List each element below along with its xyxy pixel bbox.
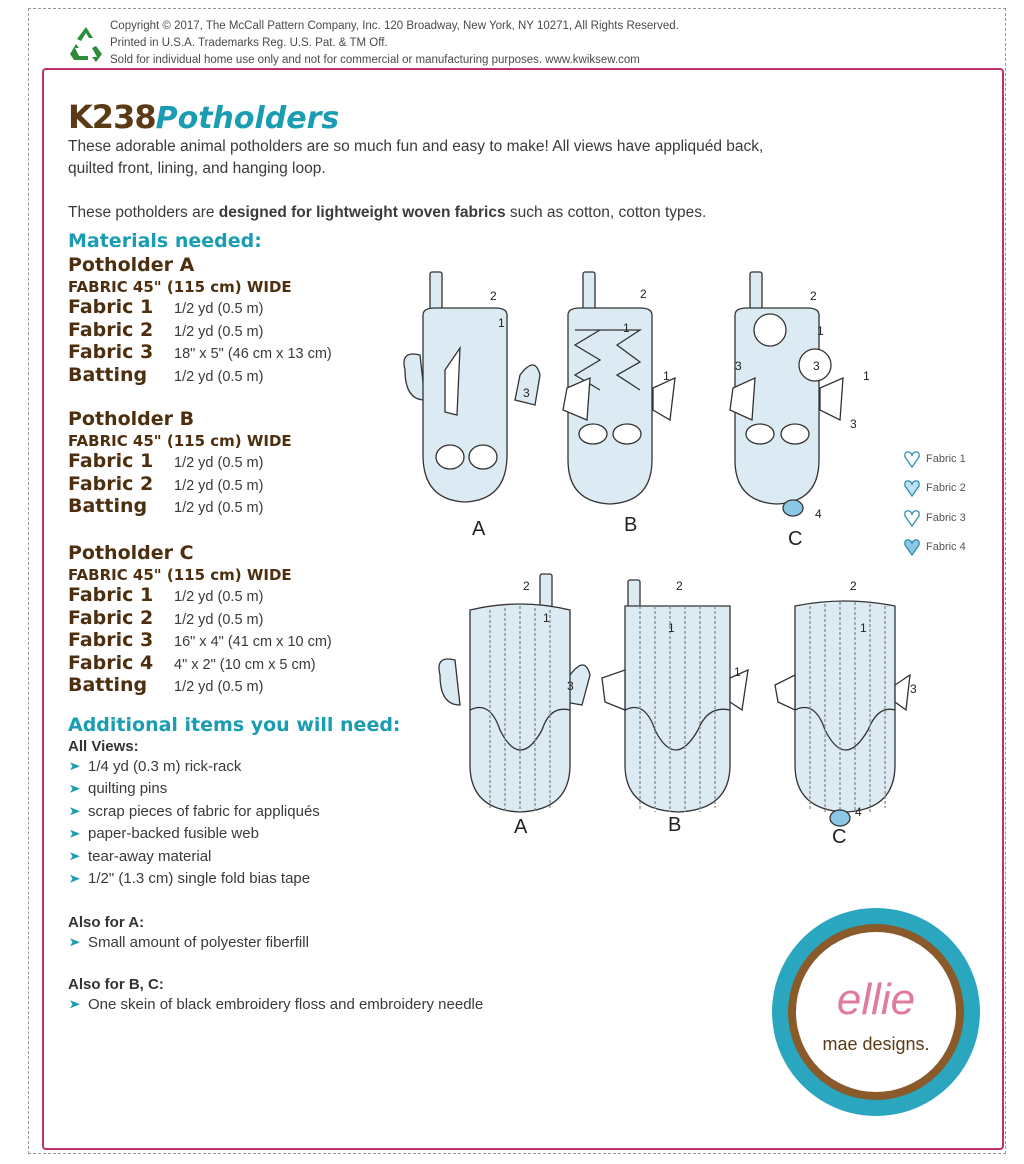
page-title xyxy=(68,98,339,136)
front-views-illustration xyxy=(395,270,875,530)
legend-label: Fabric 1 xyxy=(926,452,966,465)
recycle-icon xyxy=(66,24,106,64)
copyright-block xyxy=(110,18,679,69)
pattern-code: K238 xyxy=(68,98,156,136)
potholder-c-material-row xyxy=(68,674,332,697)
all-views-list xyxy=(68,755,401,890)
view-label-top-c: C xyxy=(788,528,803,550)
arrow-bullet-icon xyxy=(70,937,80,947)
piece-number: 1 xyxy=(663,369,670,383)
list-item xyxy=(68,755,401,778)
materials-heading: Materials needed: xyxy=(68,230,262,252)
potholder-a-title: Potholder A xyxy=(68,254,195,276)
potholder-c-back-view xyxy=(730,272,843,516)
potholder-b-material-row xyxy=(68,450,292,473)
piece-number: 1 xyxy=(543,611,550,625)
potholder-a-material-row xyxy=(68,364,332,387)
material-name: Fabric 2 xyxy=(68,606,154,629)
view-label-top-a: A xyxy=(472,518,486,540)
potholder-c-material-row xyxy=(68,607,332,630)
piece-number: 3 xyxy=(735,359,742,373)
potholder-a-material-row xyxy=(68,319,332,342)
arrow-bullet-icon xyxy=(70,806,80,816)
piece-number: 2 xyxy=(850,579,857,593)
material-name: Fabric 3 xyxy=(68,341,154,363)
material-name: Fabric 1 xyxy=(68,296,154,318)
fabric-rec-suffix: such as cotton, cotton types. xyxy=(505,204,707,221)
list-item xyxy=(68,778,401,801)
potholder-a-front-view xyxy=(439,574,590,812)
material-amount: 1/2 yd (0.5 m) xyxy=(174,611,264,628)
legend-fabric-4 xyxy=(904,533,966,563)
all-views-label: All Views: xyxy=(68,738,139,755)
fabric-rec-prefix: These potholders are xyxy=(68,204,219,221)
logo-brand: ellie xyxy=(836,975,916,1024)
material-name: Batting xyxy=(68,674,148,696)
list-item-text: quilting pins xyxy=(88,780,168,798)
list-item-text: tear-away material xyxy=(88,847,212,865)
material-amount: 1/2 yd (0.5 m) xyxy=(174,500,264,516)
list-item-text: paper-backed fusible web xyxy=(88,825,259,843)
fabric-recommendation xyxy=(68,204,706,222)
also-a-section xyxy=(68,914,309,954)
material-name: Fabric 2 xyxy=(68,472,154,495)
potholder-c-material-row xyxy=(68,584,332,607)
potholder-c-title: Potholder C xyxy=(68,542,194,564)
ellie-mae-designs-logo xyxy=(770,906,982,1118)
additional-section xyxy=(68,714,401,890)
piece-number: 2 xyxy=(490,289,497,303)
arrow-bullet-icon xyxy=(70,851,80,861)
potholder-a-fabric-width: FABRIC 45" (115 cm) WIDE xyxy=(68,278,292,296)
piece-number: 3 xyxy=(850,417,857,431)
piece-number: 1 xyxy=(668,621,675,635)
also-bc-section xyxy=(68,976,483,1016)
potholder-c-front-view xyxy=(775,601,910,826)
legend-label: Fabric 2 xyxy=(926,482,966,495)
list-item-text: 1/4 yd (0.3 m) rick-rack xyxy=(88,757,242,775)
usage-line: Sold for individual home use only and not for commercial or manufacturing purposes. www.kwiksew.com xyxy=(110,54,640,66)
material-amount: 1/2 yd (0.5 m) xyxy=(174,477,264,494)
pattern-name: Potholders xyxy=(155,101,340,136)
material-amount: 16" x 4" (41 cm x 10 cm) xyxy=(174,634,332,650)
arrow-bullet-icon xyxy=(70,999,80,1009)
piece-number: 1 xyxy=(623,321,630,335)
view-label-bottom-c: C xyxy=(832,826,847,848)
list-item xyxy=(68,800,401,823)
list-item-text: scrap pieces of fabric for appliqués xyxy=(88,802,320,820)
potholder-b-back-view xyxy=(563,272,675,504)
list-item xyxy=(68,931,309,954)
piece-number: 1 xyxy=(860,621,867,635)
piece-number: 3 xyxy=(910,682,917,696)
potholder-a-back-view xyxy=(404,272,540,502)
trademark-line: Printed in U.S.A. Trademarks Reg. U.S. Pat. & TM Off. xyxy=(110,37,388,49)
legend-fabric-2 xyxy=(904,474,966,504)
material-name: Fabric 1 xyxy=(68,450,154,472)
arrow-bullet-icon xyxy=(70,829,80,839)
piece-number: 1 xyxy=(734,665,741,679)
piece-number: 2 xyxy=(810,289,817,303)
potholder-a-material-row xyxy=(68,341,332,364)
logo-sub: mae designs. xyxy=(822,1034,930,1054)
material-name: Fabric 1 xyxy=(68,584,154,606)
list-item xyxy=(68,868,401,891)
view-label-bottom-a: A xyxy=(514,816,528,838)
potholder-c-material-row xyxy=(68,629,332,652)
material-name: Fabric 4 xyxy=(68,651,154,674)
front-quilted-views-illustration xyxy=(430,570,930,830)
piece-number: 1 xyxy=(817,324,824,338)
view-label-bottom-b: B xyxy=(668,814,682,836)
material-name: Batting xyxy=(68,363,148,386)
copyright-line: Copyright © 2017, The McCall Pattern Company, Inc. 120 Broadway, New York, NY 10271, All Rights Reserved. xyxy=(110,20,679,32)
list-item xyxy=(68,823,401,846)
arrow-bullet-icon xyxy=(70,784,80,794)
potholder-a-materials xyxy=(68,296,332,386)
material-name: Batting xyxy=(68,495,148,517)
potholder-c-material-row xyxy=(68,652,332,675)
potholder-b-material-row xyxy=(68,495,292,518)
list-item xyxy=(68,845,401,868)
heart-icon xyxy=(904,538,920,556)
heart-icon xyxy=(904,450,920,468)
material-amount: 4" x 2" (10 cm x 5 cm) xyxy=(174,656,316,673)
fabric-rec-bold: designed for lightweight woven fabrics xyxy=(218,204,506,221)
potholder-b-front-view xyxy=(602,580,748,812)
potholder-b-title: Potholder B xyxy=(68,408,195,430)
arrow-bullet-icon xyxy=(70,761,80,771)
heart-icon xyxy=(904,479,920,497)
additional-heading: Additional items you will need: xyxy=(68,714,401,736)
piece-number: 1 xyxy=(498,316,505,330)
potholder-c-materials xyxy=(68,584,332,697)
legend-label: Fabric 3 xyxy=(926,511,966,524)
piece-number: 4 xyxy=(855,805,862,819)
also-a-list xyxy=(68,931,309,954)
material-amount: 1/2 yd (0.5 m) xyxy=(174,323,264,340)
piece-number: 1 xyxy=(863,369,870,383)
also-bc-label: Also for B, C: xyxy=(68,976,164,993)
legend-fabric-3 xyxy=(904,503,966,533)
material-amount: 1/2 yd (0.5 m) xyxy=(174,455,264,471)
also-a-label: Also for A: xyxy=(68,914,145,931)
material-amount: 1/2 yd (0.5 m) xyxy=(174,679,264,695)
potholder-b-material-row xyxy=(68,473,292,496)
potholder-a-material-row xyxy=(68,296,332,319)
materials-section xyxy=(68,230,332,386)
piece-number: 2 xyxy=(523,579,530,593)
piece-number: 3 xyxy=(523,386,530,400)
view-label-top-b: B xyxy=(624,514,638,536)
list-item-text: One skein of black embroidery floss and embroidery needle xyxy=(88,995,484,1013)
potholder-c-section xyxy=(68,542,332,697)
material-amount: 18" x 5" (46 cm x 13 cm) xyxy=(174,346,332,362)
potholder-b-materials xyxy=(68,450,292,518)
material-amount: 1/2 yd (0.5 m) xyxy=(174,368,264,385)
list-item-text: Small amount of polyester fiberfill xyxy=(88,933,309,951)
material-name: Fabric 3 xyxy=(68,629,154,651)
heart-icon xyxy=(904,509,920,527)
potholder-b-fabric-width: FABRIC 45" (115 cm) WIDE xyxy=(68,432,292,450)
piece-number: 4 xyxy=(815,507,822,521)
legend-label: Fabric 4 xyxy=(926,541,966,554)
material-amount: 1/2 yd (0.5 m) xyxy=(174,589,264,605)
piece-number: 3 xyxy=(567,679,574,693)
legend-fabric-1 xyxy=(904,444,966,474)
arrow-bullet-icon xyxy=(70,874,80,884)
material-amount: 1/2 yd (0.5 m) xyxy=(174,301,264,317)
list-item xyxy=(68,993,483,1016)
list-item-text: 1/2" (1.3 cm) single fold bias tape xyxy=(88,870,311,888)
piece-number: 3 xyxy=(813,359,820,373)
piece-number: 2 xyxy=(676,579,683,593)
piece-number: 2 xyxy=(640,287,647,301)
potholder-b-section xyxy=(68,408,292,518)
potholder-c-fabric-width: FABRIC 45" (115 cm) WIDE xyxy=(68,566,292,584)
fabric-legend xyxy=(904,444,966,562)
material-name: Fabric 2 xyxy=(68,318,154,341)
intro-text: These adorable animal potholders are so much fun and easy to make! All views have appliquéd back, quilted front, lining, and hanging loop. xyxy=(68,138,764,177)
also-bc-list xyxy=(68,993,483,1016)
